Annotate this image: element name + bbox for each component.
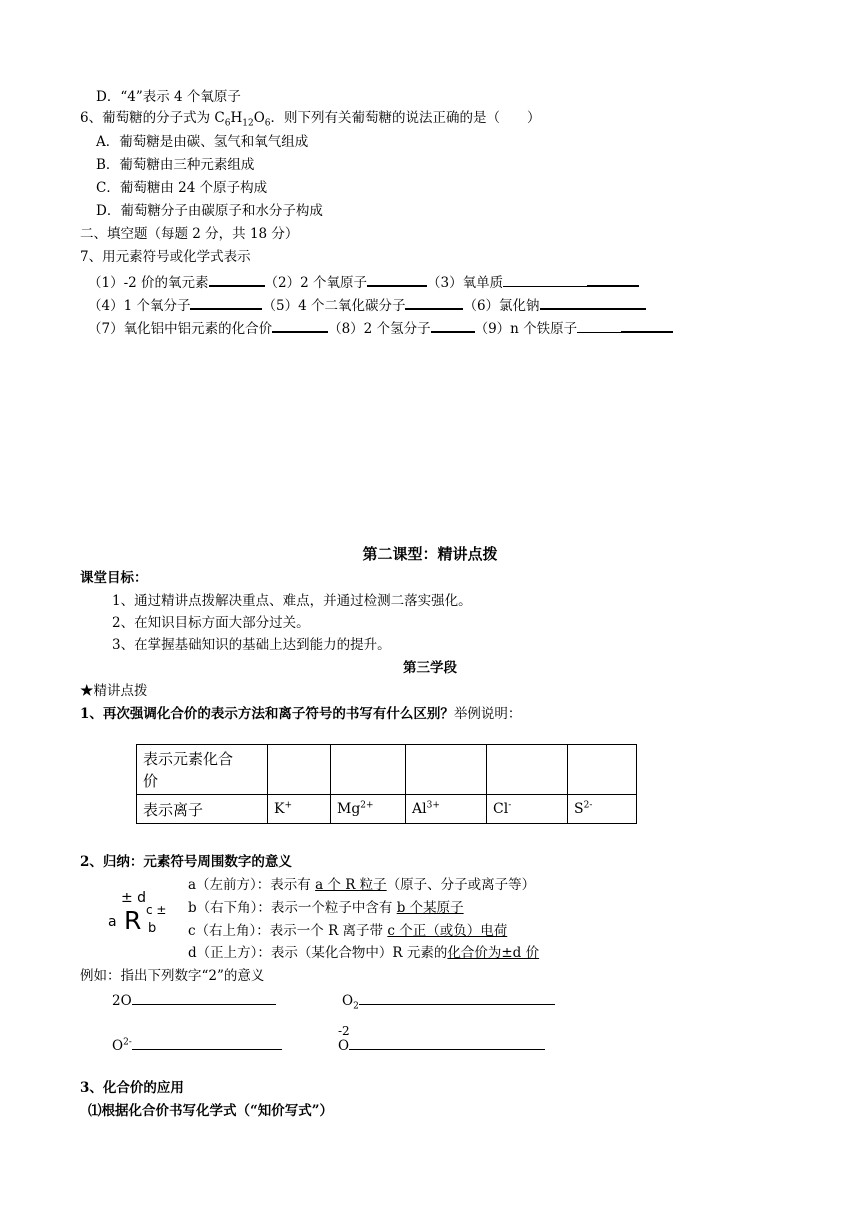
ion-k: K+	[268, 795, 331, 824]
stage-title: 第三学段	[403, 660, 457, 676]
table-label-valence: 表示元素化合 价	[137, 745, 268, 795]
ion-cl: Cl-	[487, 795, 568, 824]
table-cell	[331, 745, 406, 795]
q6-option-d: D．葡萄糖分子由碳原子和水分子构成	[96, 203, 323, 219]
ion-al: $Al^{3+}$	[406, 795, 487, 824]
symbol-d: ± d	[121, 890, 147, 906]
table-row	[137, 745, 637, 795]
q5-option-d: D．“4”表示 4 个氧原子	[96, 89, 241, 105]
q7-stem: 7、用元素符号或化学式表示	[80, 249, 251, 265]
point-2-heading: 2、归纳：元素符号周围数字的意义	[80, 854, 292, 870]
q6-option-b: B．葡萄糖由三种元素组成	[96, 157, 255, 173]
point-3-heading: 3、化合价的应用	[80, 1080, 184, 1096]
meaning-c: c（右上角）：表示一个 R 离子带 c 个正（或负）电荷	[188, 923, 508, 939]
table-cell	[406, 745, 487, 795]
symbol-r: R	[124, 906, 142, 935]
table-cell	[268, 745, 331, 795]
point-1: 1、再次强调化合价的表示方法和离子符号的书写有什么区别？举例说明：	[80, 706, 522, 722]
symbol-c: c ±	[146, 903, 167, 917]
q6-stem: 6、葡萄糖的分子式为 $C_6H_{12}O_6$．则下列有关葡萄糖的说法正确的是（ ）	[80, 110, 541, 129]
ion-mg: $Mg^{2+}$	[331, 795, 406, 824]
q7-row-2: （4）1 个氧分子 （5）4 个二氧化碳分子 （6）氯化钠	[88, 295, 646, 315]
table-label-ion: 表示离子	[137, 795, 268, 824]
q7-row-3: （7）氧化铝中铝元素的化合价 （8）2 个氢分子 （9）n 个铁原子	[88, 318, 673, 338]
example-o2: $O_2$	[342, 991, 555, 1010]
example-2o: 2O	[112, 991, 276, 1010]
goal-1: 1、通过精讲点拨解决重点、难点，并通过检测二落实强化。	[112, 593, 472, 609]
goal-3: 3、在掌握基础知识的基础上达到能力的提升。	[112, 637, 391, 653]
lesson-title: 第二课型：精讲点拨	[362, 545, 498, 563]
symbol-a: a	[108, 914, 117, 930]
ion-s: $S^{2-}$	[568, 795, 637, 824]
meaning-b: b（右下角）：表示一个粒子中含有 b 个某原子	[188, 900, 464, 916]
example-o2minus: $O^{2-}$	[112, 1036, 282, 1055]
example-valence-mark: -2	[338, 1024, 350, 1038]
meaning-d: d（正上方）：表示（某化合物中）R 元素的化合价为±d 价	[188, 945, 540, 961]
q7-row-1: （1）-2 价的氧元素 （2）2 个氧原子 （3）氧单质	[88, 272, 639, 292]
valence-ion-table	[136, 744, 637, 824]
q6-option-c: C．葡萄糖由 24 个原子构成	[96, 180, 268, 196]
table-cell	[487, 745, 568, 795]
meaning-a: a（左前方）：表示有 a 个 R 粒子（原子、分子或离子等）	[188, 877, 536, 893]
point-3-sub: ⑴根据化合价书写化学式（“知价写式”）	[88, 1103, 334, 1119]
goal-2: 2、在知识目标方面大部分过关。	[112, 615, 310, 631]
q6-option-a: A．葡萄糖是由碳、氢气和氧气组成	[96, 134, 309, 150]
example-prompt: 例如：指出下列数字“2”的意义	[80, 968, 265, 984]
goals-heading: 课堂目标：	[80, 570, 148, 586]
example-o-valence: O	[338, 1036, 545, 1055]
table-cell	[568, 745, 637, 795]
table-row	[137, 795, 637, 824]
section-fill-in-title: 二、填空题（每题 2 分，共 18 分）	[80, 226, 299, 242]
symbol-b: b	[148, 921, 157, 936]
star-heading: ★精讲点拨	[80, 683, 148, 699]
